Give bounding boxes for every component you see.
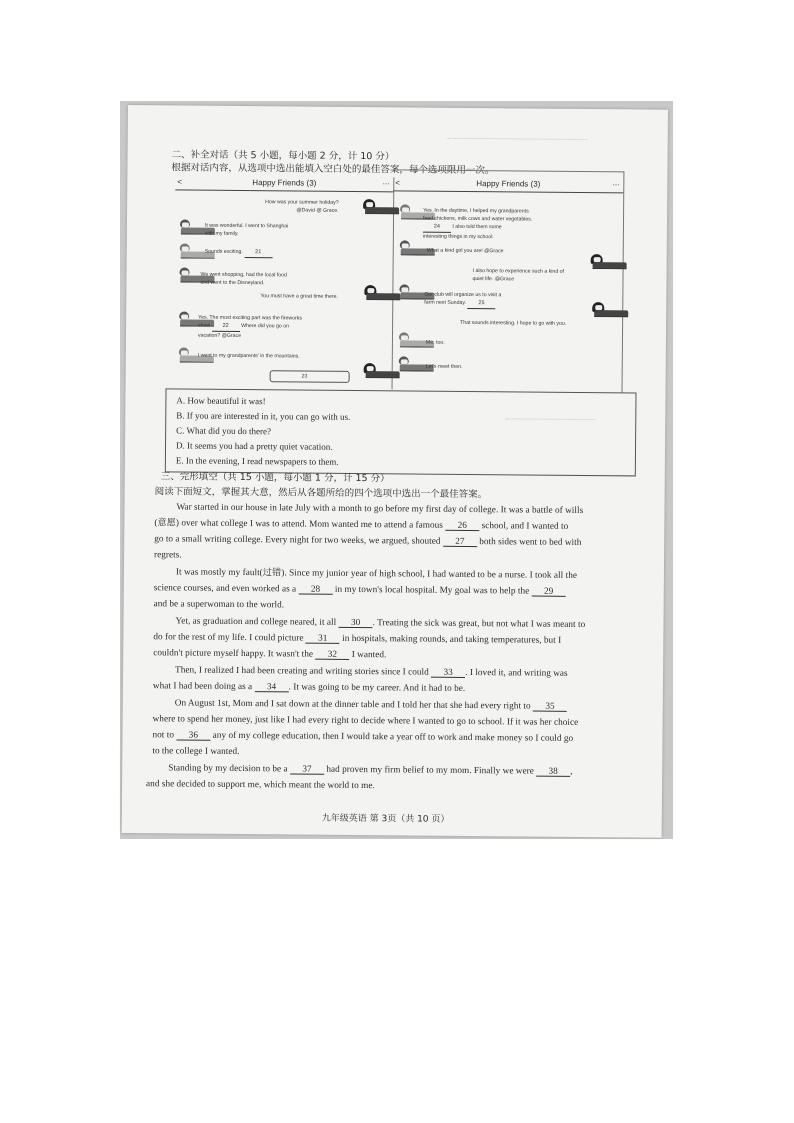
chat-message: It was wonderful. I went to Shanghai with my family. [204,222,289,238]
chat-message: Sounds exciting. 21 [205,248,273,258]
blank-25: 25 [467,299,495,309]
option-b: B. If you are interested in it, you can go with us. [176,410,351,422]
chat-header-right [393,176,623,193]
passage-line: do for the rest of my life. I could picture 31 in hospitals, making rounds, and taking temperatures, but I [153,631,562,645]
avatar-icon [364,363,376,377]
avatar-icon [399,204,411,218]
more-icon: ... [612,178,620,188]
passage-line: go to a small writing college. Every night for two weeks, we argued, shouted 27 both sides went to bed with [154,533,582,547]
avatar-icon [178,267,190,281]
option-d: D. It seems you had a pretty quiet vacation. [175,440,333,452]
chat-message: We went shopping, had the local food and went to the Disneyland. [200,271,287,287]
blank-23: 23 [301,373,308,380]
back-arrow-icon: < [395,178,401,188]
back-arrow-icon: < [177,177,183,187]
avatar-icon [179,219,191,233]
chat-message: Me, too. [425,339,445,346]
section2-heading: 二、补全对话（共 5 小题，每小题 2 分，计 10 分） [171,149,395,163]
avatar-icon [178,311,190,325]
passage-line: Then, I realized I had been creating and writing stories since I could 33 . I loved it, and writing was [175,664,568,678]
chat-message: Our club will organize us to visit a farm next Sunday. 25 [424,291,501,309]
blank-29: 29 [532,587,566,597]
blank-27: 27 [443,537,477,547]
chat-message: I went to my grandparents' in the mountains. [197,352,300,360]
avatar-icon [398,284,410,298]
blank-23-bubble [270,370,350,383]
chat-message: Let's meet then. [425,363,463,370]
avatar-icon [178,347,190,361]
chat-message: You must have a great time there. [260,293,339,300]
chat-message: What a kind girl you are! @Grace [426,247,504,255]
options-box [165,388,637,476]
avatar-icon [364,285,376,299]
bleed-through-mark [448,138,588,148]
blank-33: 33 [431,668,465,678]
blank-34: 34 [255,682,289,692]
blank-35: 35 [533,702,567,712]
passage-line: what I had been doing as a 34 . It was going to be my career. And it had to be. [152,680,466,693]
avatar-icon [591,254,603,268]
passage-line: to the college I wanted. [152,745,240,756]
bleed-through-mark [505,418,595,428]
passage-line: Yet, as graduation and college neared, it all 30 . Treating the sick was great, but not what I was meant to [175,615,586,630]
photo-background [120,101,673,839]
chat-message: That sounds interesting. I hope to go with you. [460,319,567,327]
avatar-icon [398,332,410,346]
exam-page [122,105,668,838]
passage-line: regrets. [154,549,182,560]
chat-message: Yes. The most exciting part was the fireworks show 22 Where did you go on vacation? @Grace [197,314,302,339]
chat-screen-left [174,175,395,389]
blank-30: 30 [339,618,373,628]
section3-heading: 三、完形填空（共 15 小题，每小题 1 分，计 15 分） [160,471,390,485]
avatar-icon [592,302,604,316]
passage-line: couldn't picture myself happy. It wasn't the 32 I wanted. [153,647,387,660]
passage-line: War started in our house in late July with a month to go before my first day of college. It was a battle of wills [176,501,584,515]
blank-21: 21 [244,248,272,258]
avatar-icon [363,199,375,213]
blank-32: 32 [315,650,349,660]
blank-36: 36 [176,730,210,740]
chat-header-left [175,175,393,192]
passage-line: Standing by my decision to be a 37 had proven my firm belief to my mom. Finally we were 38 , [168,762,573,776]
option-a: A. How beautiful it was! [176,395,266,407]
passage-line: where to spend her money, just like I had every right to decide where I wanted to go to school. If it was her choice [152,713,579,727]
blank-26: 26 [445,521,479,531]
chat-title: Happy Friends (3) [476,179,541,189]
avatar-icon [398,356,410,370]
blank-37: 37 [290,764,324,774]
blank-24: 24 [423,223,451,233]
passage-line: and she decided to support me, which meant the world to me. [146,778,375,791]
section3-instruction: 阅读下面短文，掌握其大意，然后从各题所给的四个选项中选出一个最佳答案。 [154,486,488,501]
option-e: E. In the evening, I read newspapers to them. [175,455,339,467]
passage-line: It was mostly my fault(过错). Since my junior year of high school, I had wanted to be a nurse. I took all the [175,566,578,580]
blank-28: 28 [299,585,333,595]
chat-screen-right [392,169,625,392]
avatar-icon [179,243,191,257]
chat-message: How was your summer holiday? @David @ Grace. [265,199,339,214]
passage-line: and be a superwoman to the world. [153,598,285,610]
chat-title: Happy Friends (3) [252,178,317,188]
more-icon: ... [382,177,390,187]
chat-message: I also hope to experience such a kind of quiet life. @Grace [472,268,565,283]
passage-line: science courses, and even worked as a 28 in my town's local hospital. My goal was to help the 29 [154,583,566,597]
chat-message: Yes. In the daytime, I helped my grandparents feed chickens, milk cows and water vegetables. 24 I also told them some interesting things in my school. [422,207,533,240]
passage-line: On August 1st, Mom and I sat down at the dinner table and I told her that she had every right to 35 [175,698,567,712]
avatar-icon [399,240,411,254]
blank-31: 31 [306,634,340,644]
section2-instruction: 根据对话内容，从选项中选出能填入空白处的最佳答案，每个选项限用一次。 [171,162,495,177]
blank-38: 38 [536,767,570,777]
passage-line: (意愿) over what college I was to attend. Mom wanted me to attend a famous 26 school, and I wanted to [154,517,569,531]
option-c: C. What did you do there? [176,425,272,437]
page-footer: 九年级英语 第 3页（共 10 页） [321,813,450,825]
blank-22: 22 [212,322,240,332]
passage-line: not to 36 any of my college education, then I would take a year off to work and make money so I could go [152,729,574,743]
